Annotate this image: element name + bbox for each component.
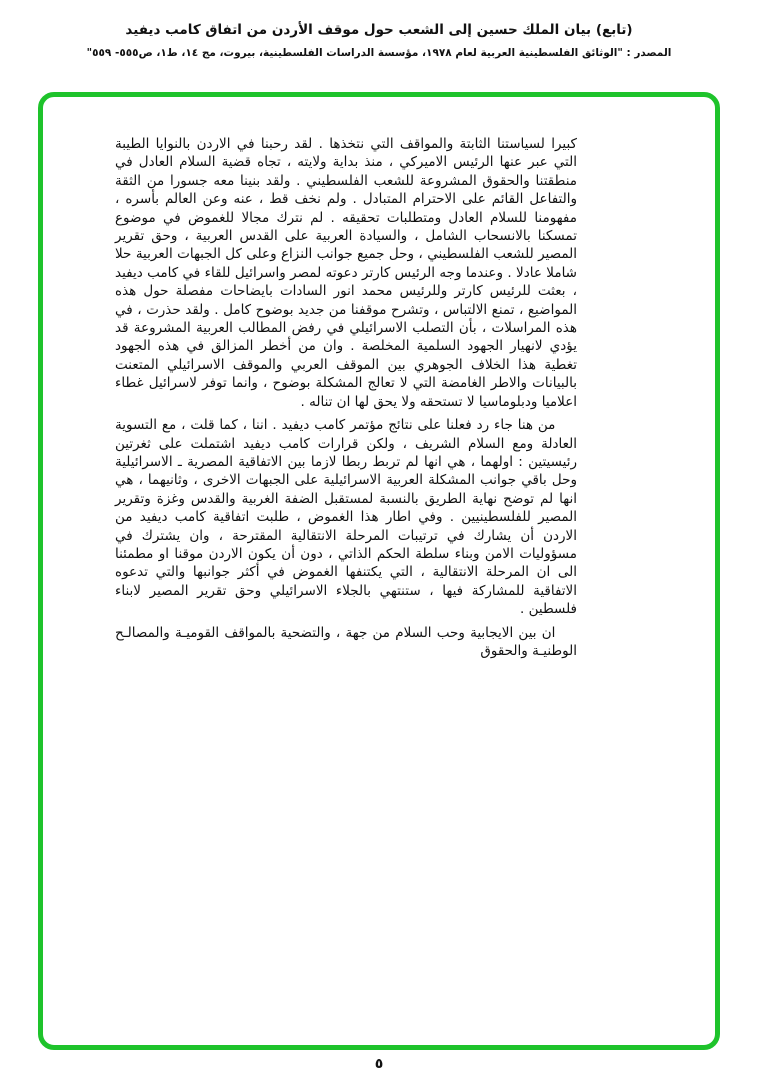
paragraph-2: من هنا جاء رد فعلنا على نتائج مؤتمر كامب ديفيد . اننا ، كما قلت ، مع التسوية العادلة ومع السلام الشريف ، ولكن قرارات كامب ديفيد اشتملت على ثغرتين رئيسيتين : اولهما ، هي انها لم تربط ربطا لازما بين الاتفاقية المصرية ـ الاسرائيلية وحل باقي جوانب المشكلة العربية الاسرائيلية على الجبهات الاخرى ، وثانيهما ، هي انها لم توضح نهاية الطريق بالنسبة لمستقبل الضفة الغربية والقدس وغزة وتقرير المصير للفلسطينيين . وفي اطار هذا الغموض ، طلبت اتفاقية كامب ديفيد من الاردن أن يشارك في ترتيبات المرحلة الانتقالية المقترحة ، وان يشترك في مسؤوليات الامن وبناء سلطة الحكم الذاتي ، دون أن يكون الاردن موقنا او مطمئنا الى ان المرحلة الانتقالية ، التي يكتنفها الغموض في أكثر جوانبها والتي تدعوه الاتفاقية للمشاركة فيها ، ستنتهي بالجلاء الاسرائيلي وحق تقرير المصير لابناء فلسطين .: [115, 417, 577, 618]
page-number: ٥: [374, 1056, 384, 1072]
page-header: [0, 22, 758, 59]
body-text: [115, 135, 577, 665]
paragraph-1: كبيرا لسياستنا الثابتة والمواقف التي نتخذها . لقد رحبنا في الاردن بالنوايا الطيبة التي عبر عنها الرئيس الاميركي ، منذ بداية ولايته ، تجاه قضية السلام العادل في منطقتنا والحقوق المشروعة للشعب الفلسطيني . ولقد بنينا معه جسورا من الثقة والتفاعل القائم على الاحترام المتبادل . ولم نخف قط ، عنه وعن العالم بأسره ، مفهومنا للسلام العادل ومتطلبات تحقيقه . لم نترك مجالا للغموض في موضوع تمسكنا بالانسحاب الشامل ، والسيادة العربية على القدس العربية ، وحق تقرير المصير للشعب الفلسطيني ، وحل جميع جوانب النزاع وعلى كل الجبهات العربية حلا شاملا عادلا . وعندما وجه الرئيس كارتر دعوته لمصر واسرائيل للقاء في كامب ديفيد ، بعثت للرئيس كارتر وللرئيس محمد انور السادات بايضاحات مفصلة حول هذه المواضيع ، تمنع الالتباس ، وتشرح موقفنا من جديد بوضوح كامل . ولقد حذرت ، في هذه المراسلات ، بأن التصلب الاسرائيلي في رفض المطالب العربية المشروعة قد يؤدي لانهيار الجهود السلمية المخلصة . وان من أخطر المزالق في هذه الجهود تغطية هذا الخلاف الجوهري بين الموقف العربي والموقف الاسرائيلي المتعنت بالبيانات والاطر الغامضة التي لا تعالج المشكلة بوضوح ، وانما توفر لاسرائيل غطاء اعلاميا ودبلوماسيا لا تستحقه ولا يحق لها ان تناله .: [115, 136, 577, 410]
document-source: المصدر : "الوثائق الفلسطينية العربية لعام ١٩٧٨، مؤسسة الدراسات الفلسطينية، بيروت، مج ١٤، ط١، ص٥٥٥- ٥٥٩": [86, 47, 672, 59]
document-title: (تابع) بيان الملك حسين إلى الشعب حول موقف الأردن من اتفاق كامب ديفيد: [125, 22, 633, 38]
paragraph-3: ان بين الايجابية وحب السلام من جهة ، والتضحية بالمواقف القوميـة والمصالـح الوطنيـة والحقوق: [115, 624, 577, 659]
content-frame: [38, 92, 720, 1050]
